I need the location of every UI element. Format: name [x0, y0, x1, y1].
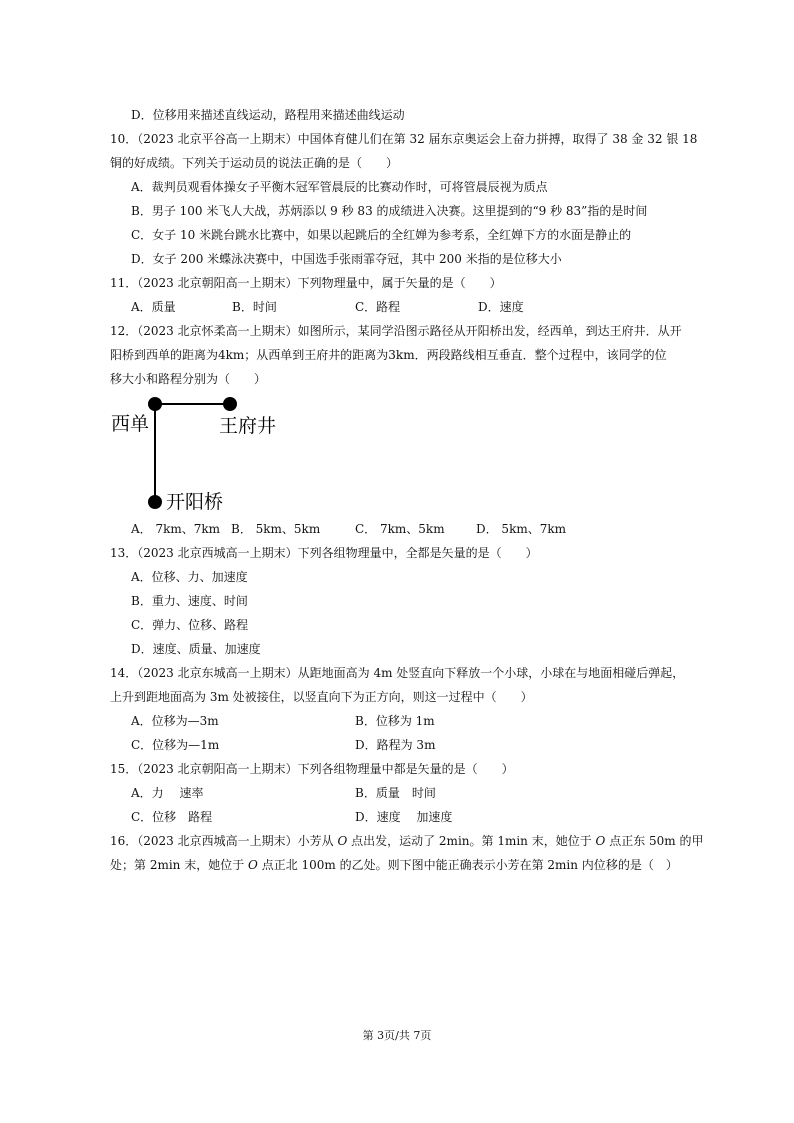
- q13-option-d: D．速度、质量、加速度: [131, 642, 261, 656]
- q15-option-d: D．速度 加速度: [355, 810, 453, 824]
- q13-option-b: B．重力、速度、时间: [131, 594, 248, 608]
- q12-option-b: B． 5km、5km: [231, 522, 321, 536]
- q12-stem-line3: 移大小和路程分别为（ ）: [110, 372, 267, 386]
- q15-option-b: B．质量 时间: [355, 786, 436, 800]
- q14-stem-line2: 上升到距地面高为 3m 处被接住，以竖直向下为正方向，则这一过程中（ ）: [110, 690, 533, 704]
- q16-stem-line2: [110, 858, 678, 872]
- q16-text: 点出发，运动了 2min。第 1min 末，她位于: [347, 834, 596, 848]
- q11-option-a: A．质量: [131, 300, 176, 314]
- q16-text: 处；第 2min 末，她位于: [110, 858, 249, 872]
- q15-stem: 15．（2023 北京朝阳高一上期末）下列各组物理量中都是矢量的是（ ）: [110, 762, 514, 776]
- q10-stem-line1: 10．（2023 北京平谷高一上期末）中国体育健儿们在第 32 届东京奥运会上奋力拼搏，取得了 38 金 32 银 18: [110, 132, 698, 146]
- q11-option-b: B．时间: [232, 300, 277, 314]
- q13-option-c: C．弹力、位移、路程: [131, 618, 249, 632]
- q15-option-c: C．位移 路程: [131, 810, 213, 824]
- q12-stem-line2: 阳桥到西单的距离为4km；从西单到王府井的距离为3km．两段路线相互垂直．整个过程中，该同学的位: [110, 348, 667, 362]
- q12-option-d: D． 5km、7km: [476, 522, 567, 536]
- q10-option-d: D．女子 200 米蝶泳决赛中，中国选手张雨霏夺冠，其中 200 米指的是位移大小: [131, 252, 562, 266]
- q14-option-b: B．位移为 1m: [355, 714, 435, 728]
- label-kaiyangqiao: 开阳桥: [166, 491, 224, 513]
- q16-point-o: O: [337, 834, 348, 848]
- q10-option-c: C．女子 10 米跳台跳水比赛中，如果以起跳后的全红婵为参考系，全红婵下方的水面是静止的: [131, 228, 632, 242]
- label-wangfujing: 王府井: [219, 415, 277, 437]
- q15-option-a: A．力 速率: [131, 786, 204, 800]
- q9-option-d: D．位移用来描述直线运动，路程用来描述曲线运动: [131, 108, 405, 122]
- q16-text: 点正东 50m 的甲: [605, 834, 704, 848]
- q14-option-c: C．位移为—1m: [131, 738, 220, 752]
- point-xidan: [148, 397, 162, 411]
- page-number: 第 3页/共 7页: [362, 1029, 432, 1042]
- q16-point-o: O: [248, 858, 258, 872]
- q12-option-c: C． 7km、5km: [355, 522, 445, 536]
- q11-option-c: C．路程: [355, 300, 401, 314]
- q10-option-b: B．男子 100 米飞人大战，苏炳添以 9 秒 83 的成绩进入决赛。这里提到的“9 秒 83”指的是时间: [131, 204, 648, 218]
- q16-text: 16．（2023 北京西城高一上期末）小芳从: [110, 834, 338, 848]
- q10-stem-line2: 铜的好成绩。下列关于运动员的说法正确的是（ ）: [110, 156, 399, 170]
- point-kaiyangqiao: [148, 495, 162, 509]
- q12-option-a: A． 7km、7km: [131, 522, 221, 536]
- q12-stem-line1: 12．（2023 北京怀柔高一上期末）如图所示，某同学沿图示路径从开阳桥出发，经西单，到达王府井．从开: [110, 324, 682, 338]
- q14-option-a: A．位移为—3m: [131, 714, 219, 728]
- q16-stem-line1: [110, 834, 703, 848]
- q16-text: 点正北 100m 的乙处。则下图中能正确表示小芳在第 2min 内位移的是（ ）: [257, 858, 678, 872]
- q11-stem: 11．（2023 北京朝阳高一上期末）下列物理量中，属于矢量的是（ ）: [110, 276, 502, 290]
- q13-stem: 13．（2023 北京西城高一上期末）下列各组物理量中，全都是矢量的是（ ）: [110, 546, 538, 560]
- q14-option-d: D．路程为 3m: [355, 738, 436, 752]
- q11-option-d: D．速度: [478, 300, 524, 314]
- route-diagram: [105, 388, 305, 516]
- q10-option-a: A．裁判员观看体操女子平衡木冠军管晨辰的比赛动作时，可将管晨辰视为质点: [131, 180, 548, 194]
- q13-option-a: A．位移、力、加速度: [131, 570, 248, 584]
- point-wangfujing: [223, 397, 237, 411]
- label-xidan: 西单: [111, 413, 150, 435]
- q16-point-o: O: [595, 834, 606, 848]
- q14-stem-line1: 14．（2023 北京东城高一上期末）从距地面高为 4m 处竖直向下释放一个小球，小球在与地面相碰后弹起，: [110, 666, 685, 680]
